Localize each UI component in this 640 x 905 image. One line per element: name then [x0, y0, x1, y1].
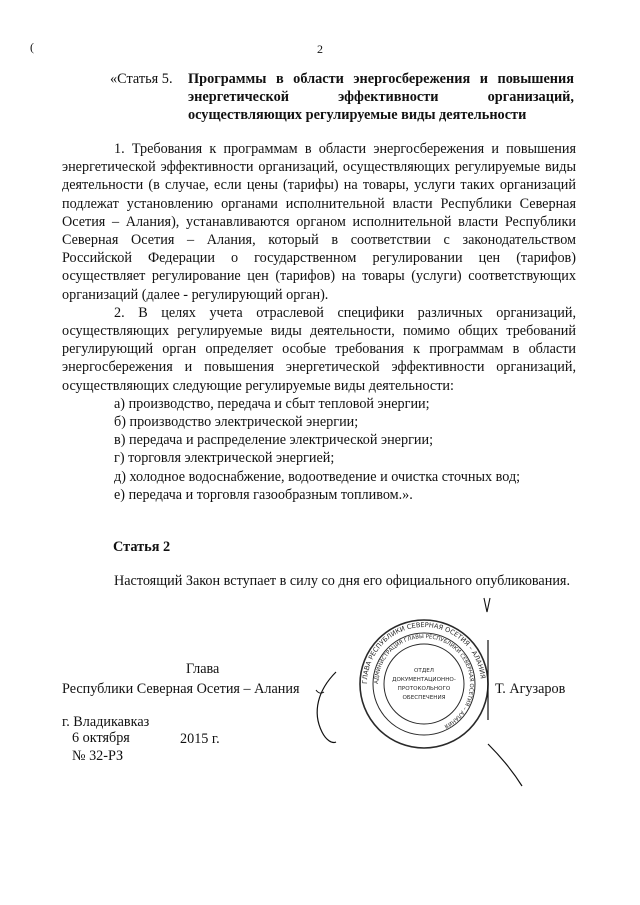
signatory-region: Республики Северная Осетия – Алания [62, 681, 300, 697]
signature-stroke [484, 598, 490, 612]
signature-stroke [317, 672, 336, 743]
stamp-center-line: ОТДЕЛ [414, 668, 434, 674]
signature-stroke [488, 744, 522, 786]
law-number: № 32-РЗ [72, 748, 124, 764]
article2-text: Настоящий Закон вступает в силу со дня его официального опубликования. [114, 573, 570, 589]
paragraph-2: 2. В целях учета отраслевой специфики различных организаций, осуществляющих регулируемые виды деятельности, помимо общих требований регулирующий орган определяет особые требования к программам в области энергосбережения и повышения энергетической эффективности организаций, осуществляющих следующие регулируемые виды деятельности: [62, 304, 576, 394]
signatory-title: Глава [186, 661, 220, 677]
list-item: е) передача и торговля газообразным топливом.». [114, 486, 413, 503]
article2-heading: Статья 2 [113, 539, 171, 555]
date-day: 6 октября [72, 730, 130, 746]
article5-heading [110, 70, 574, 124]
signatory-name: Т. Агузаров [495, 681, 566, 697]
paragraph-1: 1. Требования к программам в области энергосбережения и повышения энергетической эффективности организаций, осуществляющих регулируемые виды деятельности (в случае, если цены (тарифы) на товары, услуги таких организаций подлежат установлению органами исполнительной власти Республики Северная Осетия – Алания), устанавливаются органом исполнительной власти Республики Северная Осетия – Алания, который в соответствии с законодательством Российской Федерации о государственном регулировании цен (тарифов) осуществляет регулирование цен (тарифов) на товары (услуги) соответствующих организаций (далее - регулирующий орган). [62, 141, 576, 303]
list-item: в) передача и распределение электрической энергии; [114, 432, 434, 449]
list-item: б) производство электрической энергии; [114, 414, 359, 431]
article5-body [62, 140, 576, 504]
article5-title: Программы в области энергосбережения и повышения энергетической эффективности организаций, осуществляющих регулируемые виды деятельности [188, 71, 574, 123]
stamp-middle-ring [373, 633, 475, 735]
stamp-center-line: ДОКУМЕНТАЦИОННО- [392, 677, 456, 683]
list-item: г) торговля электрической энергией; [114, 450, 335, 467]
stamp-inner-text: АДМИНИСТРАЦИЯ ГЛАВЫ РЕСПУБЛИКИ СЕВЕРНАЯ ОСЕТИЯ – АЛАНИЯ [373, 633, 475, 729]
article5-label: «Статья 5. [110, 71, 173, 87]
city: г. Владикавказ [62, 714, 150, 730]
stamp-center-line: ОБЕСПЕЧЕНИЯ [402, 695, 446, 701]
stamp-inner-ring [384, 644, 464, 724]
signature-stroke [316, 690, 324, 693]
stamp-center-line: ПРОТОКОЛЬНОГО [397, 686, 451, 692]
list-item: а) производство, передача и сбыт тепловой энергии; [114, 395, 430, 412]
date-year: 2015 г. [180, 731, 220, 747]
official-stamp [358, 618, 490, 750]
list-item: д) холодное водоснабжение, водоотведение и очистка сточных вод; [114, 468, 521, 485]
activity-list [62, 395, 576, 504]
page-edge-mark: ( [30, 40, 34, 54]
page-number: 2 [317, 42, 323, 56]
stamp-outer-text: ГЛАВА РЕСПУБЛИКИ СЕВЕРНАЯ ОСЕТИЯ – АЛАНИЯ [360, 620, 487, 685]
